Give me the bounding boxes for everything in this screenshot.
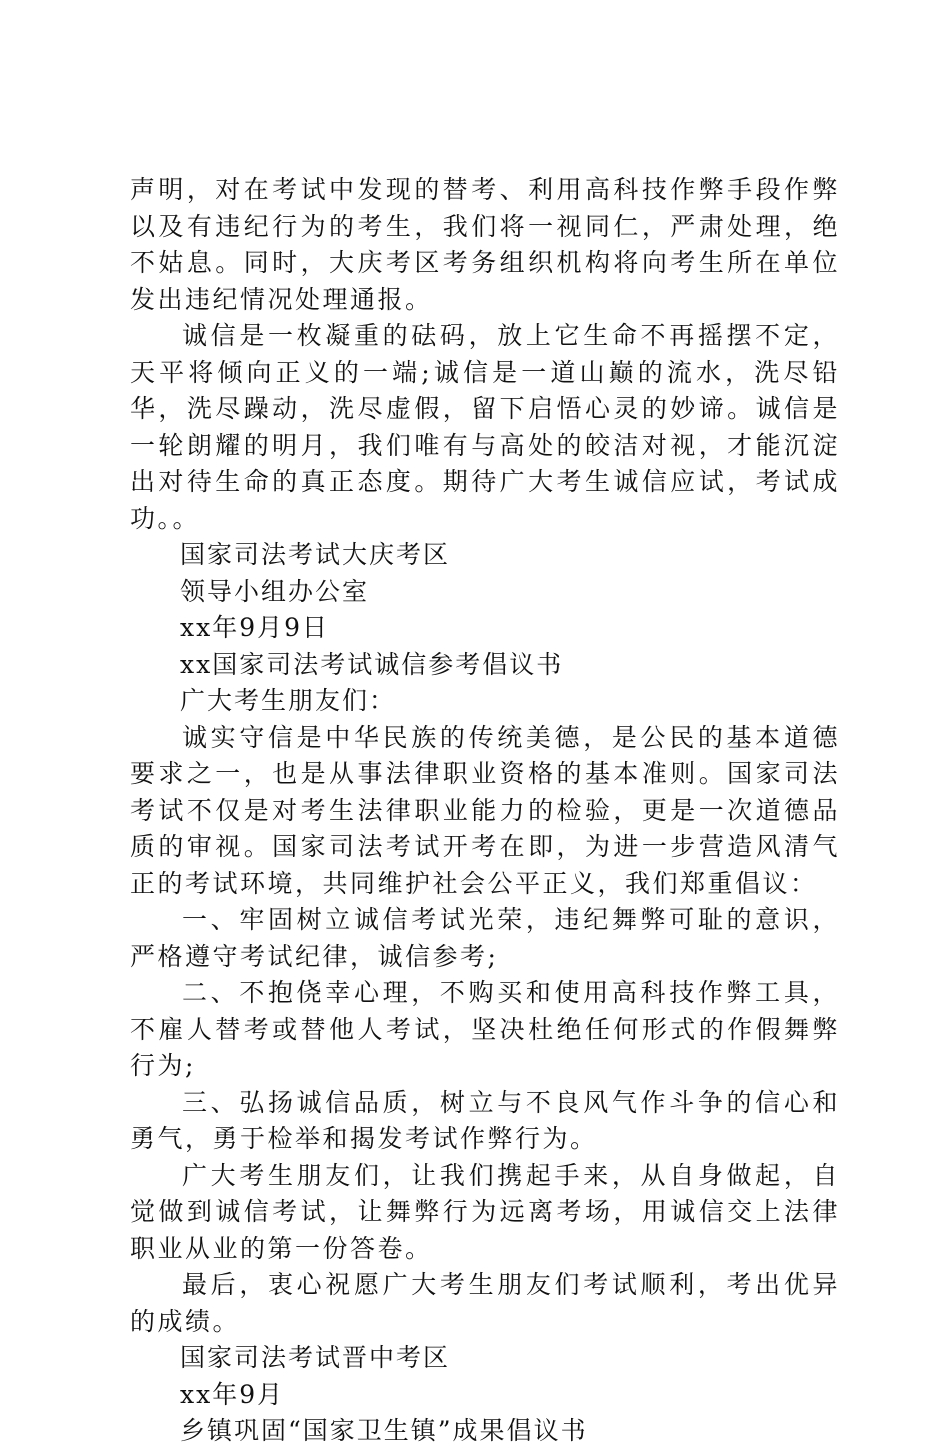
salutation: 广大考生朋友们： [180, 686, 397, 715]
signature-organization: 国家司法考试大庆考区 [180, 540, 451, 569]
proposal-item-3: 三、弘扬诚信品质，树立与不良风气作斗争的信心和勇气，勇于检举和揭发考试作弊行为。 [130, 1087, 840, 1153]
paragraph-declaration: 声明，对在考试中发现的替考、利用高科技作弊手段作弊以及有违纪行为的考生，我们将一视同仁，严肃处理，绝不姑息。同时，大庆考区考务组织机构将向考生所在单位发出违纪情况处理通报。 [130, 175, 840, 314]
document-body [130, 172, 840, 1450]
paragraph-call: 广大考生朋友们，让我们携起手来，从自身做起，自觉做到诚信考试，让舞弊行为远离考场，用诚信交上法律职业从业的第一份答卷。 [130, 1160, 840, 1263]
signature-date-2: xx年9月 [180, 1379, 285, 1409]
section-title: xx国家司法考试诚信参考倡议书 [180, 649, 564, 679]
signature-office: 领导小组办公室 [180, 576, 370, 606]
signature-date: xx年9月9日 [180, 613, 330, 642]
proposal-item-2: 二、不抱侥幸心理，不购买和使用高科技作弊工具，不雇人替考或替他人考试，坚决杜绝任何形式的作假舞弊行为; [130, 978, 840, 1080]
section-title-2: 乡镇巩固“国家卫生镇”成果倡议书 [180, 1416, 588, 1445]
signature-organization-2: 国家司法考试晋中考区 [180, 1343, 451, 1372]
paragraph-intro: 诚实守信是中华民族的传统美德，是公民的基本道德要求之一，也是从事法律职业资格的基本准则。国家司法考试不仅是对考生法律职业能力的检验，更是一次道德品质的审视。国家司法考试开考在即，为进一步营造风清气正的考试环境，共同维护社会公平正义，我们郑重倡议： [130, 722, 840, 898]
paragraph-closing: 最后，衷心祝愿广大考生朋友们考试顺利，考出优异的成绩。 [130, 1270, 840, 1336]
paragraph-integrity: 诚信是一枚凝重的砝码，放上它生命不再摇摆不定，天平将倾向正义的一端;诚信是一道山巅的流水，洗尽铅华，洗尽躁动，洗尽虚假，留下启悟心灵的妙谛。诚信是一轮朗耀的明月，我们唯有与高处的皎洁对视，才能沉淀出对待生命的真正态度。期待广大考生诚信应试，考试成功。。 [130, 321, 840, 533]
proposal-item-1: 一、牢固树立诚信考试光荣，违纪舞弊可耻的意识，严格遵守考试纪律，诚信参考; [130, 905, 840, 971]
